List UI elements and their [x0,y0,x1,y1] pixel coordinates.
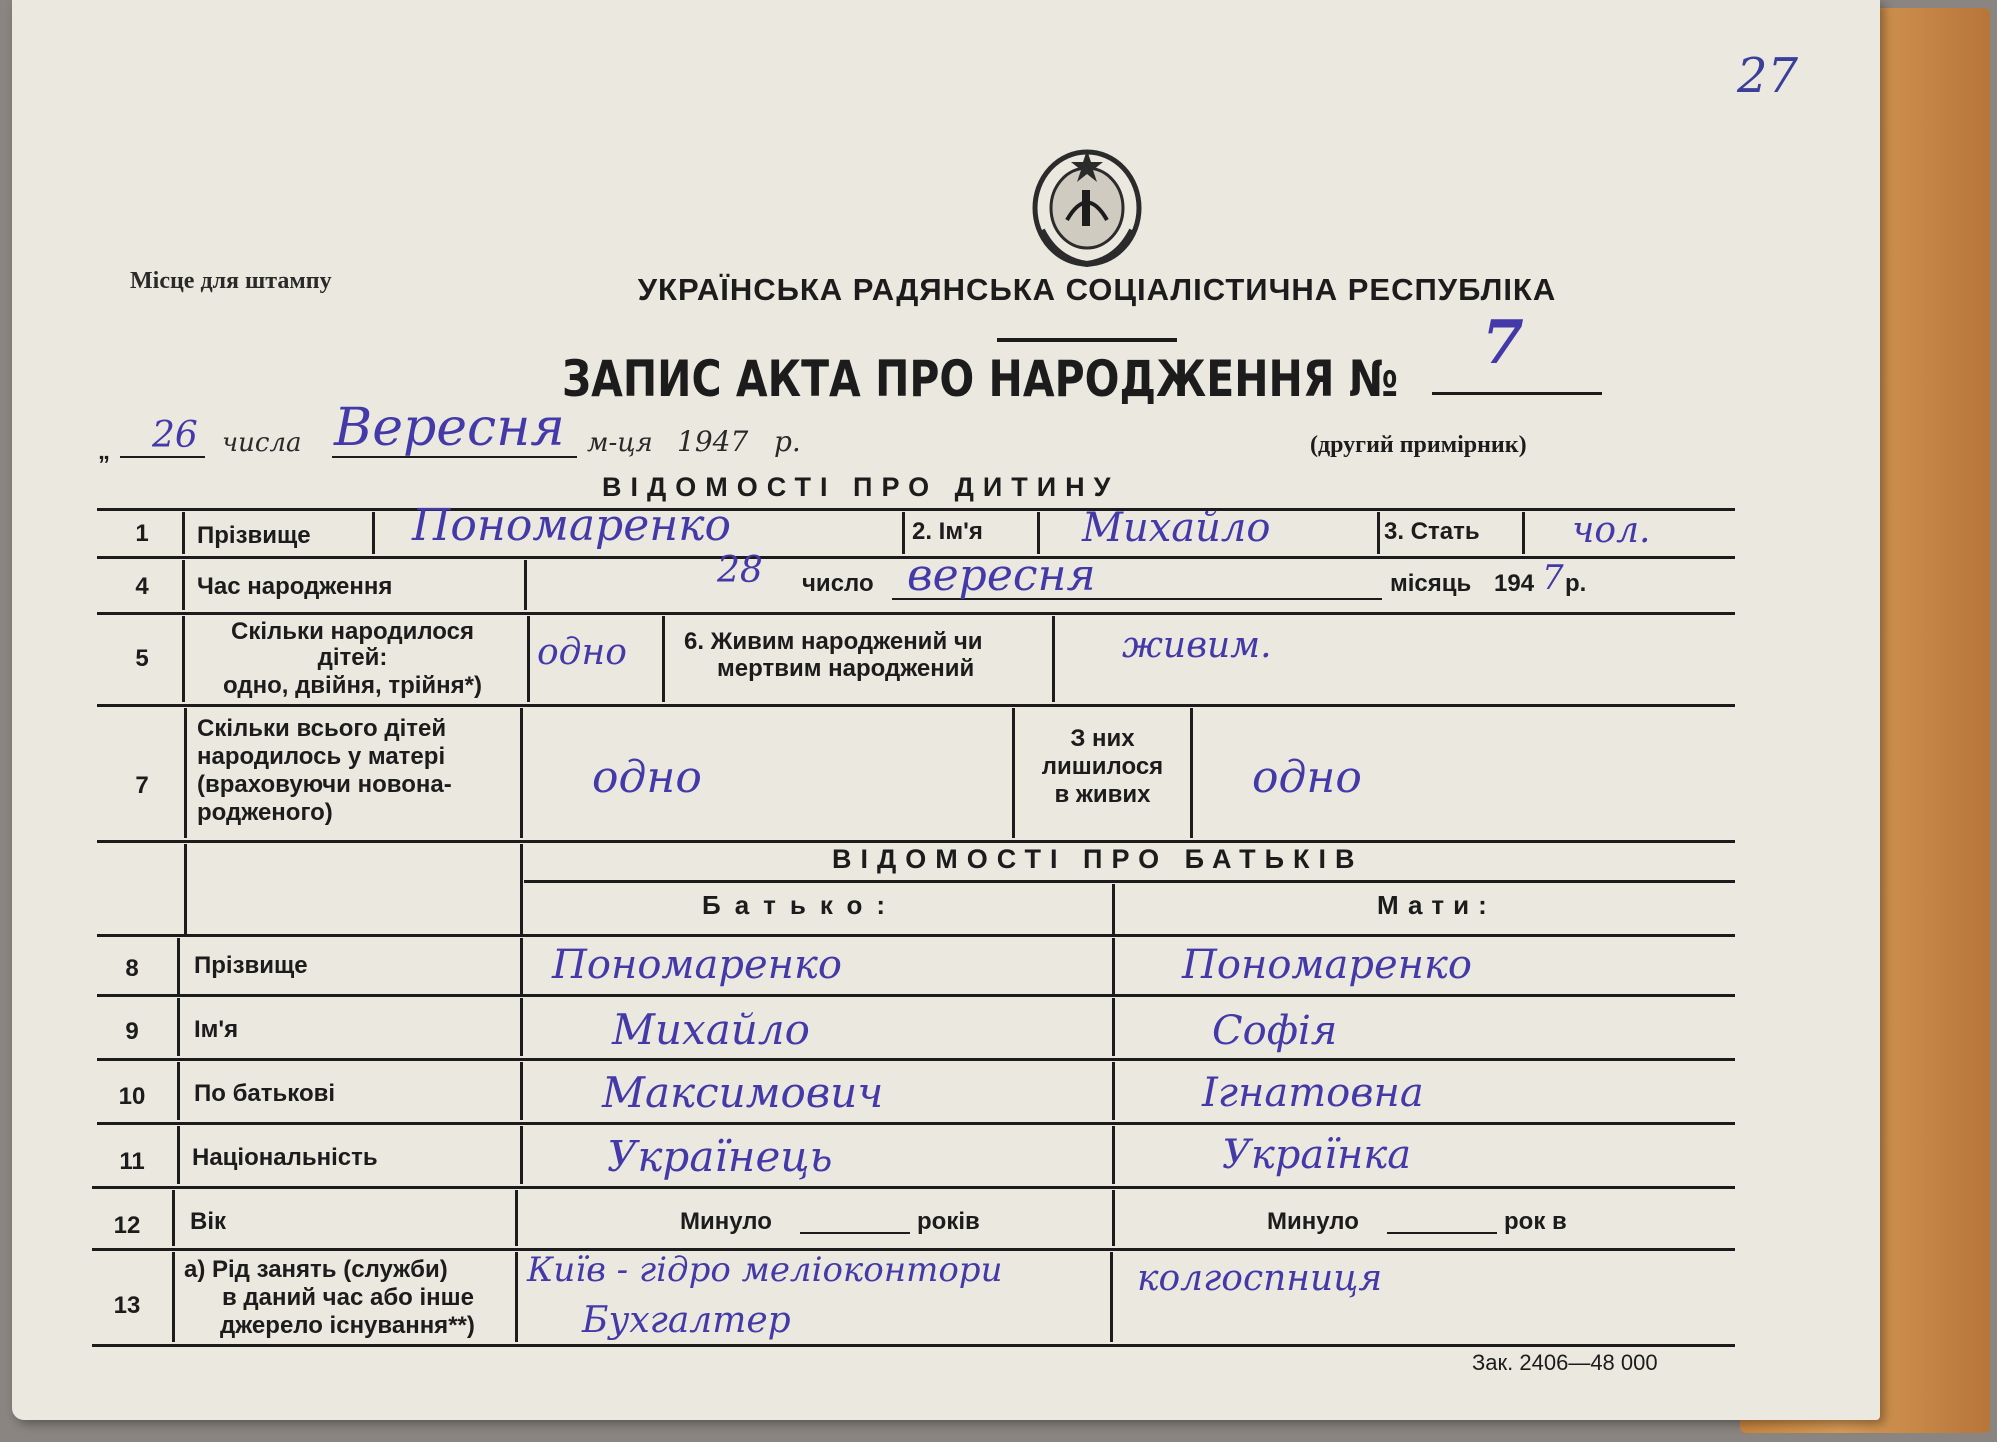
row-number: 5 [135,645,149,672]
father-header: Батько: [702,890,900,920]
father-surname-label: Прізвище [194,952,308,979]
occupation-label-2: в даний час або інше [222,1284,474,1311]
father-age-passed: Минуло [680,1208,772,1235]
children-count-value: одно [537,632,627,673]
occupation-label-1: а) Рід занять (служби) [184,1256,448,1283]
child-surname: Пономаренко [412,500,731,551]
name-label: 2. Ім'я [912,518,983,545]
row-number: 10 [118,1083,146,1110]
surname-label: Прізвище [197,522,311,549]
row-number: 12 [113,1212,141,1239]
sex-label: 3. Стать [1384,518,1480,545]
father-age-blank [800,1232,910,1234]
record-number: 7 [1482,308,1524,378]
date-year: 1947 [677,425,749,458]
father-name: Михайло [612,1005,810,1054]
mother-surname: Пономаренко [1182,942,1472,988]
row-number: 1 [135,520,149,547]
mother-age-years: рок в [1504,1208,1567,1235]
birth-time-label: Час народження [197,573,393,600]
mother-nationality: Українка [1222,1132,1412,1178]
mother-age-passed: Минуло [1267,1208,1359,1235]
father-name-label: Ім'я [194,1016,239,1043]
document-title: ЗАПИС АКТА ПРО НАРОДЖЕННЯ № [562,350,1399,408]
col-divider [177,1062,180,1120]
row-divider [97,1058,1735,1061]
col-divider [515,1252,518,1342]
col-divider [520,844,523,936]
col-divider [372,512,375,554]
row-divider [97,612,1735,615]
father-patronymic-label: По батькові [194,1080,336,1107]
col-divider [1112,884,1115,934]
child-sex: чол. [1572,510,1651,551]
row-number: 7 [135,772,149,799]
birth-day-word: число [802,570,874,597]
alive-count-label-2: лишилося [1041,753,1164,780]
date-month: Вересня [334,398,565,458]
col-divider [1112,938,1115,994]
total-children-label-3: (враховуючи новона- [197,771,452,798]
col-divider [527,616,530,702]
col-divider [515,1190,518,1246]
row-divider [97,934,1735,937]
alive-value: живим. [1122,625,1272,666]
total-children-label-4: родженого) [197,799,333,826]
col-divider [520,708,523,838]
page-number: 27 [1737,48,1799,104]
alive-label-1: 6. Живим народжений чи [684,628,983,655]
col-divider [520,1062,523,1120]
col-divider [662,616,665,702]
col-divider [1112,1062,1115,1120]
col-divider [524,560,527,610]
row-divider [92,1186,1735,1189]
row-number: 8 [125,955,139,982]
col-divider [520,938,523,994]
birth-month-word: місяць [1390,570,1472,597]
col-divider [520,998,523,1056]
col-divider [520,1126,523,1184]
father-surname: Пономаренко [552,942,842,988]
col-divider [177,998,180,1056]
alive-label-2: мертвим народжений [717,655,975,682]
alive-count-label-1: З них [1070,725,1135,752]
child-name: Михайло [1082,505,1271,551]
date-day: 26 [152,415,198,456]
col-divider [177,938,180,994]
date-year-suffix: р. [774,425,801,458]
birth-year-word: р. [1565,570,1587,597]
row-divider [524,880,1735,883]
occupation-label-3: джерело існування**) [220,1312,475,1339]
father-occupation-1: Київ - гідро меліоконтори [527,1250,1003,1290]
row-number: 4 [135,573,149,600]
father-nationality: Українець [607,1132,833,1181]
col-divider [1052,616,1055,702]
children-count-label-2: дітей: [317,644,388,671]
row-divider [97,1122,1735,1125]
print-order: Зак. 2406—48 000 [1472,1350,1658,1375]
alive-count-value: одно [1252,752,1362,803]
birth-year-prefix: 194 [1494,570,1535,597]
birth-record-form [12,0,1880,1420]
col-divider [1112,1190,1115,1246]
children-count-label-3: одно, двійня, трійня*) [223,672,482,699]
col-divider [182,560,185,610]
date-month-label: м-ця [587,428,653,458]
father-age-years: років [917,1208,980,1235]
date-day-label: числа [222,428,302,458]
mother-name: Софія [1212,1008,1338,1054]
copy-note: (другий примірник) [1310,432,1527,458]
soviet-emblem [1027,140,1147,270]
col-divider [1112,1126,1115,1184]
row-number: 11 [119,1148,145,1175]
col-divider [1377,512,1380,554]
row-divider [97,704,1735,707]
mother-patronymic: Ігнатовна [1202,1070,1424,1116]
row-number: 9 [125,1018,139,1045]
col-divider [172,1252,175,1342]
republic-header: УКРАЇНСЬКА РАДЯНСЬКА СОЦІАЛІСТИЧНА РЕСПУБЛІКА [637,272,1557,307]
birth-day: 28 [717,550,763,591]
total-children-label-1: Скільки всього дітей [197,715,447,742]
birth-year-digit: 7 [1542,558,1564,598]
day-underline [120,456,205,458]
col-divider [182,616,185,702]
father-patronymic: Максимович [602,1068,884,1117]
children-count-label-1: Скільки народилося [231,618,474,645]
row-number: 13 [113,1292,141,1319]
total-children-value: одно [592,752,702,803]
decorative-divider [997,338,1177,342]
col-divider [1110,1252,1113,1342]
table-bottom [92,1344,1735,1347]
col-divider [184,708,187,838]
stamp-place-label: Місце для штампу [130,268,332,294]
mother-age-blank [1387,1232,1497,1234]
nationality-label: Національність [192,1144,378,1171]
col-divider [1012,708,1015,838]
child-table-top [97,508,1735,511]
col-divider [1112,998,1115,1056]
child-section-title: ВІДОМОСТІ ПРО ДИТИНУ [602,472,1120,502]
record-number-underline [1432,392,1602,395]
row-divider [97,840,1735,843]
col-divider [177,1126,180,1184]
age-label: Вік [190,1208,227,1235]
mother-header: Мати: [1377,890,1496,920]
col-divider [1037,512,1040,554]
total-children-label-2: народилось у матері [197,743,446,770]
father-occupation-2: Бухгалтер [582,1300,791,1341]
row-divider [97,994,1735,997]
mother-occupation: колгоспниця [1137,1258,1383,1299]
col-divider [1190,708,1193,838]
col-divider [184,844,187,936]
date-quote-mark: „ [98,438,110,465]
col-divider [182,512,185,554]
birth-month: вересня [907,550,1096,601]
col-divider [1522,512,1525,554]
parents-section-title: ВІДОМОСТІ ПРО БАТЬКІВ [832,844,1364,874]
alive-count-label-3: в живих [1054,781,1151,808]
col-divider [902,512,905,554]
col-divider [172,1190,175,1246]
